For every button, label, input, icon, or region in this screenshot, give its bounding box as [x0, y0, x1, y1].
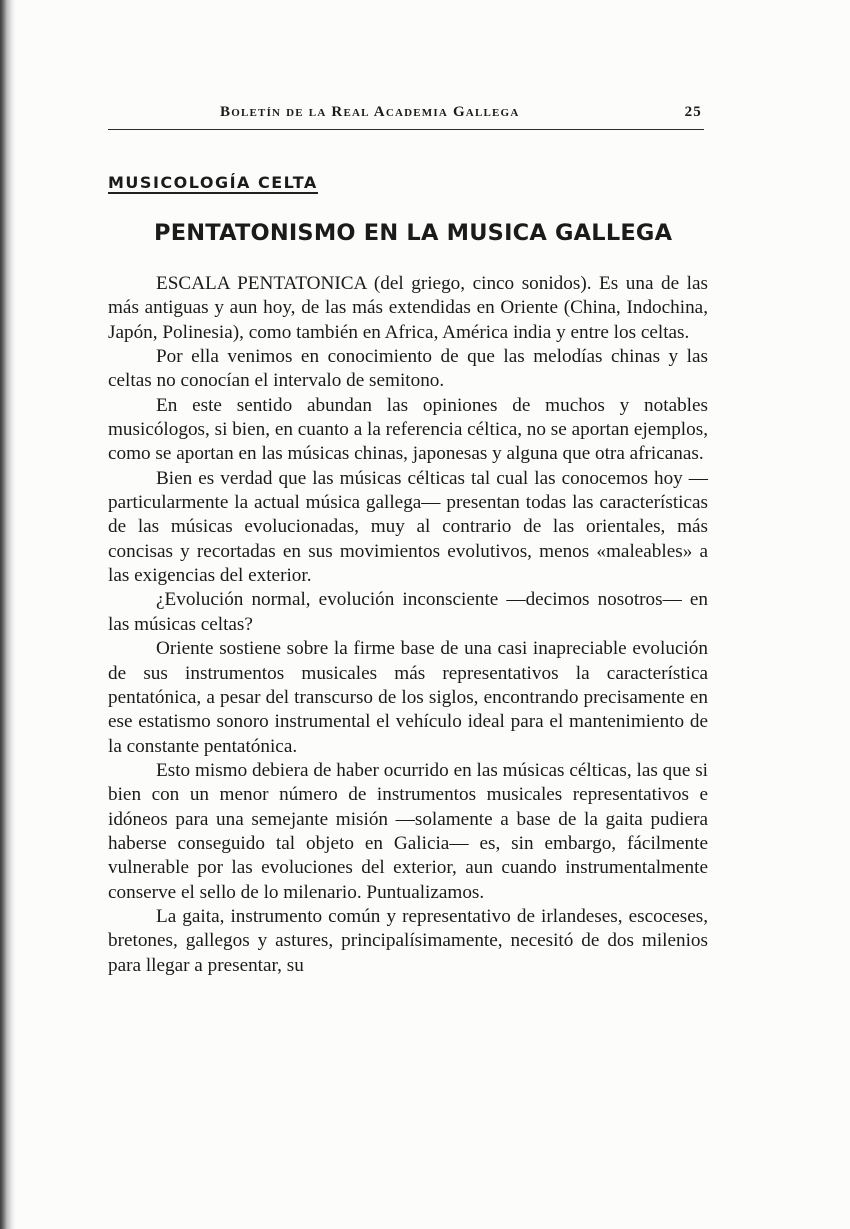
- paragraph: ESCALA PENTATONICA (del griego, cinco sonidos). Es una de las más antiguas y aun hoy, de las más extendidas en Oriente (China, Indochina, Japón, Polinesia), como también en Africa, América india y entre los celtas.: [108, 273, 708, 343]
- page-number: 25: [684, 104, 702, 120]
- paragraph: La gaita, instrumento común y representativo de irlandeses, escoceses, bretones, gallegos y astures, principalísimamente, necesitó de dos milenios para llegar a presentar, su: [108, 905, 708, 976]
- paragraph: En este sentido abundan las opiniones de muchos y notables musicólogos, si bien, en cuanto a la referencia céltica, no se aportan ejemplos, como se aportan en las músicas chinas, japonesas y alguna que otra africanas.: [108, 394, 708, 465]
- section-label: MUSICOLOGÍA CELTA: [108, 173, 318, 192]
- running-title: Boletín de la Real Academia Gallega: [220, 104, 520, 120]
- paragraph: Bien es verdad que las músicas célticas tal cual las conocemos hoy —particularmente la actual música gallega— presentan todas las características de las músicas evolucionadas, muy al contrario de las orientales, más concisas y recortadas en sus movimientos evolutivos, menos «maleables» a las exigencias del exterior.: [108, 467, 708, 587]
- book-binding-edge: [0, 0, 16, 1229]
- paragraph: Esto mismo debiera de haber ocurrido en las músicas célticas, las que si bien con un menor número de instrumentos musicales representativos e idóneos para una semejante misión —solamente a base de la gaita pudiera haberse conseguido tal objeto en Galicia— es, sin embargo, fácilmente vulnerable por las evoluciones del exterior, aun cuando instrumentalmente conserve el sello de lo milenario. Puntualizamos.: [108, 759, 708, 903]
- paragraph: ¿Evolución normal, evolución inconsciente —decimos nosotros— en las músicas celtas?: [108, 589, 708, 635]
- running-head: [108, 104, 708, 126]
- journal-page: [108, 104, 708, 978]
- article-body: [108, 272, 708, 978]
- paragraph: Por ella venimos en conocimiento de que las melodías chinas y las celtas no conocían el intervalo de semitono.: [108, 346, 708, 392]
- article-title: PENTATONISMO EN LA MUSICA GALLEGA: [154, 220, 673, 246]
- header-rule: [108, 129, 704, 130]
- paragraph: Oriente sostiene sobre la firme base de una casi inapreciable evolución de sus instrumentos musicales más representativos la característica pentatónica, a pesar del transcurso de los siglos, encontrando precisamente en ese estatismo sonoro instrumental el vehículo ideal para el mantenimiento de la constante pentatónica.: [108, 638, 708, 757]
